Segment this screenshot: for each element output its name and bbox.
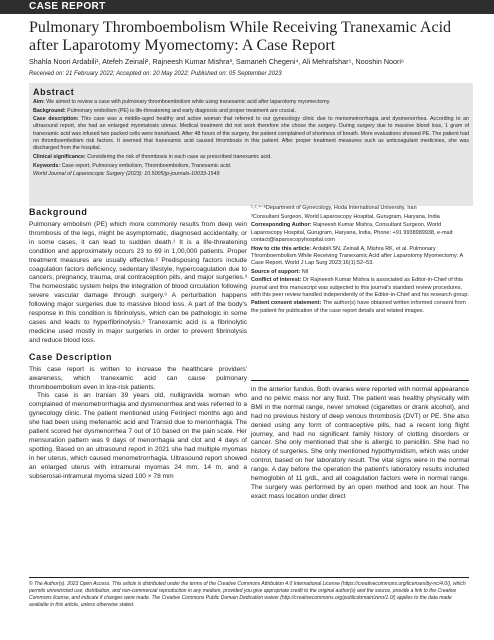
- abstract-clinical: [33, 154, 469, 161]
- article-title: Pulmonary Thromboembolism While Receiving Tranexamic Acid after Laparotomy Myomectomy: A Case Report: [29, 19, 452, 54]
- abstract-background: [33, 108, 469, 115]
- background-label: Background:: [33, 107, 66, 114]
- author-list: Shahla Noori Ardabili¹, Atefeh Zeinali², Rajneesh Kumar Mishra³, Samaneh Chegeni⁴, Ali Mehrafshar⁵, Nooshin Noori⁶: [29, 57, 404, 66]
- left-column: [29, 205, 247, 481]
- case-description-heading: Case Description: [29, 351, 113, 362]
- abstract-box: [29, 83, 473, 206]
- conflict-of-interest: [251, 277, 469, 299]
- consent-text: The author(s) have obtained written informed consent from the patient for publication of the case report details and related images.: [251, 300, 466, 314]
- citation-text: World Journal of Laparoscopic Surgery (2023): 10.5005/jp-journals-10033-1549: [33, 171, 220, 178]
- case-paragraph-1: This case report is written to increase the healthcare providers' awareness, which tranexamic acid can cause pulmonary thromboembolism even in low-risk patients.: [29, 365, 247, 391]
- abstract-citation: [33, 171, 469, 178]
- background-paragraph: Pulmonary embolism (PE) which more commonly results from deep vein thrombosis of the legs, might be asymptomatic, diagnosed accidentally, or in some cases, it can lead to sudden death.¹ It is a life-threatening condition and approximately occurs 23 to 69 in 1,00,000 patients. Proper treatment measures are usually effective.² Predisposing factors include coagulation factors deficiency, sedentary lifestyle, hypercoagulation due to cancers, pregnancy, trauma, oral contraception pills, and major surgeries.³ The homeostatic system helps the integration of blood circulation following severe vascular damage through surgery.³ A perturbation happens following major surgeries due to massive blood loss. A part of the body's response in this condition is fibrinolysis, which can be pathologic in some cases and leads to hyperfibrinolysis.³ Tranexamic acid is a fibrinolytic medicine used mostly in major surgeries in order to prevent fibrinolysis and reduce blood loss.: [29, 221, 247, 344]
- conflict-text: Dr Rajneesh Kumar Mishra is associated as Editor-in-Chief of this journal and this manuscript was subjected to this journal's standard review procedures, with this peer review handled independently of the Editor-in-Chief and his research group.: [251, 277, 469, 298]
- abstract-case: [33, 116, 469, 152]
- front-matter-divider: [251, 380, 469, 381]
- abstract-keywords: [33, 163, 469, 170]
- how-to-cite: [251, 246, 469, 268]
- keywords-label: Keywords:: [33, 162, 61, 169]
- abstract-aim: [33, 99, 469, 106]
- cite-label: How to cite this article:: [251, 245, 312, 252]
- section-label: CASE REPORT: [29, 1, 106, 12]
- license-footer: © The Author(s). 2023 Open Access. This article is distributed under the terms of the Creative Commons Attribution 4.0 International License (https://creativecommons.org/licenses/by-nc/4.0/), which permits unrestricted use, distribution, and non-commercial reproduction in any medium, provided you give appropriate credit to the original author(s) and the source, provide a link to the Creative Commons license, and indicate if changes were made. The Creative Commons Public Domain Dedication waiver (http://creativecommons.org/publicdomain/zero/1.0/) applies to the data made available in this article, unless otherwise stated.: [29, 577, 469, 609]
- background-heading: Background: [29, 207, 88, 217]
- corresponding-author: [251, 222, 469, 244]
- case-paragraph-continued: in the anterior fundus. Both ovaries were reported with normal appearance and no pelvic mass nor any fluid. The patient was healthy physically with BMI in the normal range, never smoked (cigarettes or drank alcohol), and had no previous history of deep venous thrombosis (DVT) or PE. She also denied using any form of contraceptive pills, had a recent long flight journey, and had no significant family history of clotting disorders or cancer. She only mentioned that she is allergic to penicillin. She had no history of surgeries. She only mentioned hypothyroidism, which was under control, based on her laboratory result. The vital signs were in the normal range. A day before the operation the patient's laboratory results included hemoglobin of 11 g/dL, and all coagulation factors were in normal range. The surgery was performed by an open method and took an hour. The exact mass location under direct: [251, 386, 469, 500]
- abstract-heading: Abstract: [33, 87, 75, 97]
- section-banner: [0, 0, 494, 14]
- case-label: Case description:: [33, 116, 79, 123]
- consent-label: Patient consent statement:: [251, 300, 322, 307]
- patient-consent: [251, 300, 469, 314]
- support-label: Source of support:: [251, 268, 301, 275]
- source-of-support: [251, 269, 469, 276]
- corresponding-text: Rajneesh Kumar Mishra, Consultant Surgeon, World Laparoscopy Hospital, Gurugram, Haryana, India, Phone: +91 9938989938, e-mail: contact@laparoscopyhospital.com: [251, 222, 454, 243]
- publication-dates: Received on: 21 February 2022; Accepted on: 20 May 2022; Published on: 05 September 2023: [29, 71, 282, 77]
- background-text: Pulmonary embolism (PE) is life-threatening and early diagnosis and proper treatment are crucial.: [67, 107, 296, 114]
- aim-label: Aim:: [33, 99, 45, 105]
- affiliation-2: ³Consultant Surgeon, World Laparoscopy Hospital, Gurugram, Haryana, India: [251, 213, 440, 220]
- right-column-front-matter: [251, 205, 469, 316]
- affiliation-1: ¹˒²˒⁴⁻⁶Department of Gynecology, Hoda International University, Iran: [251, 205, 417, 211]
- support-text: Nil: [301, 268, 309, 275]
- clinical-label: Clinical significance:: [33, 153, 86, 160]
- aim-text: We aimed to review a case with pulmonary thromboembolism while using tranexamic acid after laparotomy myomectomy.: [46, 99, 331, 105]
- conflict-label: Conflict of interest:: [251, 277, 302, 284]
- keywords-text: Case report, Pulmonary embolism, Thromboembolism, Tranexamic acid.: [61, 162, 232, 169]
- case-paragraph-2: This case is an Iranian 39 years old, nulligravida woman who complained of menometrorrhagia and dysmenorrhea and was referred to a gynecology clinic. The patient mentioned using Ferinject months ago and she had been using mefenamic acid and Transid due to menorrhagia. The patient scored her dysmenorrhea 7 out of 10 based on the pain scale. Her mensuration pattern was 9 days of menorrhagia and clot and 4 days of spotting. Based on an ultrasound report in 2021 she had multiple myomas in her uterus, which caused menometrorrhagia. Ultrasound report showed an enlarged uterus with intramural myomas 24 mm, 14 m, and a subserosal-intramural myoma sized 100 × 78 mm: [29, 392, 247, 480]
- corresponding-label: Corresponding Author:: [251, 222, 312, 229]
- cite-text: Ardabili SN, Zeinali A, Mishra RK, et al. Pulmonary Thromboembolism While Receiving Tranexamic Acid after Laparotomy Myomectomy: A Case Report. World J Lap Surg 2023;16(1):52–53.: [251, 245, 463, 266]
- clinical-text: Considering the risk of thrombosis in each case as prescribed tranexamic acid.: [87, 153, 272, 160]
- case-text: This case was a middle-aged healthy and active woman that referred to our gynecology clinic due to menometrorrhagia and dysmenorrhea. According to an ultrasound report, she had an enlarged myomatosis uterus. Medical treatment did not work therefore she chose the surgery. During surgery due to massive blood loss, 1 gram of tranexamic acid was infused two packed cells were transfused. After 48 hours of the surgery, the patient complained of shortness of breath. More evaluations showed PE. The patient had no thromboembolism risk factors. It seemed that tranexamic acid caused thrombosis in this patient. After proper treatment measures such as anticoagulant medicines, she was discharged from the hospital.: [33, 116, 469, 152]
